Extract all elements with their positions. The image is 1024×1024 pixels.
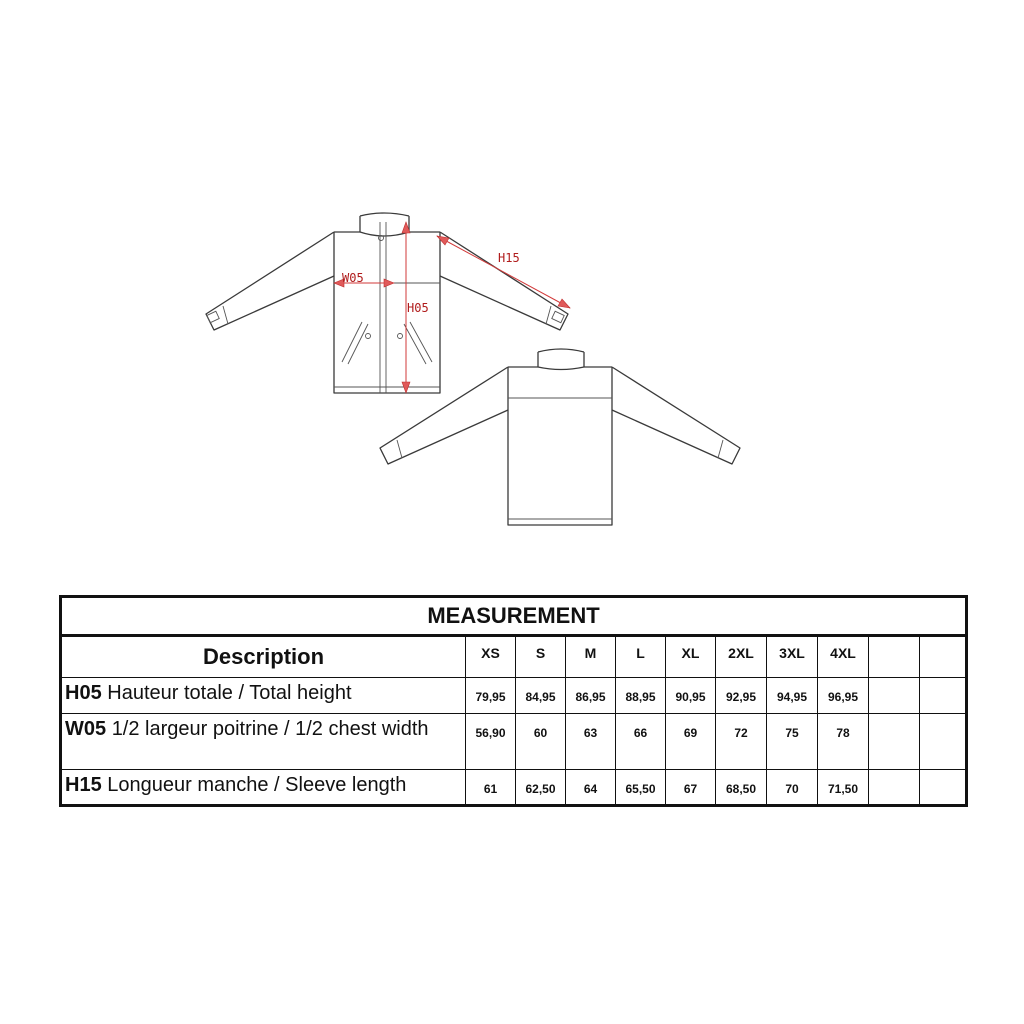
row-label: 1/2 largeur poitrine / 1/2 chest width: [111, 718, 429, 740]
value-cell: 92,95: [716, 678, 767, 714]
value-cell: 65,50: [616, 770, 666, 806]
size-header: 2XL: [716, 636, 767, 678]
dimension-w05: [334, 271, 394, 287]
size-header: S: [516, 636, 566, 678]
value-cell: 96,95: [818, 678, 869, 714]
jacket-front-view: [206, 213, 568, 393]
size-header: XL: [666, 636, 716, 678]
empty-header-cell: [869, 636, 920, 678]
value-cell: 72: [716, 714, 767, 770]
h15-dimension-label: H15: [498, 251, 520, 265]
value-cell: 88,95: [616, 678, 666, 714]
table-title: MEASUREMENT: [61, 597, 967, 636]
value-cell: 78: [818, 714, 869, 770]
value-cell: 75: [767, 714, 818, 770]
dimension-h05: [402, 222, 429, 393]
value-cell: 94,95: [767, 678, 818, 714]
measurement-table: [59, 595, 968, 807]
size-header: XS: [466, 636, 516, 678]
row-description: [61, 770, 466, 806]
value-cell: 69: [666, 714, 716, 770]
value-cell: 79,95: [466, 678, 516, 714]
size-header: 4XL: [818, 636, 869, 678]
dimension-h15: [437, 236, 570, 308]
row-description: [61, 714, 466, 770]
value-cell: 68,50: [716, 770, 767, 806]
value-cell: 66: [616, 714, 666, 770]
empty-cell: [920, 770, 967, 806]
size-header: 3XL: [767, 636, 818, 678]
row-label: Hauteur totale / Total height: [107, 682, 352, 704]
value-cell: 61: [466, 770, 516, 806]
value-cell: 70: [767, 770, 818, 806]
value-cell: 86,95: [566, 678, 616, 714]
empty-cell: [920, 678, 967, 714]
table-row: [61, 714, 967, 770]
value-cell: 84,95: [516, 678, 566, 714]
empty-cell: [869, 770, 920, 806]
empty-header-cell: [920, 636, 967, 678]
value-cell: 90,95: [666, 678, 716, 714]
empty-cell: [869, 714, 920, 770]
value-cell: 60: [516, 714, 566, 770]
value-cell: 67: [666, 770, 716, 806]
value-cell: 62,50: [516, 770, 566, 806]
w05-dimension-label: W05: [342, 271, 364, 285]
size-header: L: [616, 636, 666, 678]
size-header: M: [566, 636, 616, 678]
table-row: [61, 770, 967, 806]
row-code: H15: [65, 774, 102, 796]
value-cell: 56,90: [466, 714, 516, 770]
empty-cell: [920, 714, 967, 770]
row-description: [61, 678, 466, 714]
row-label: Longueur manche / Sleeve length: [107, 774, 407, 796]
value-cell: 71,50: [818, 770, 869, 806]
h05-dimension-label: H05: [407, 301, 429, 315]
value-cell: 64: [566, 770, 616, 806]
table-row: [61, 678, 967, 714]
empty-cell: [869, 678, 920, 714]
row-code: W05: [65, 718, 107, 740]
row-code: H05: [65, 682, 102, 704]
jacket-back-view: [380, 349, 740, 525]
value-cell: 63: [566, 714, 616, 770]
description-header: Description: [61, 636, 466, 678]
table-header-row: [61, 636, 967, 678]
